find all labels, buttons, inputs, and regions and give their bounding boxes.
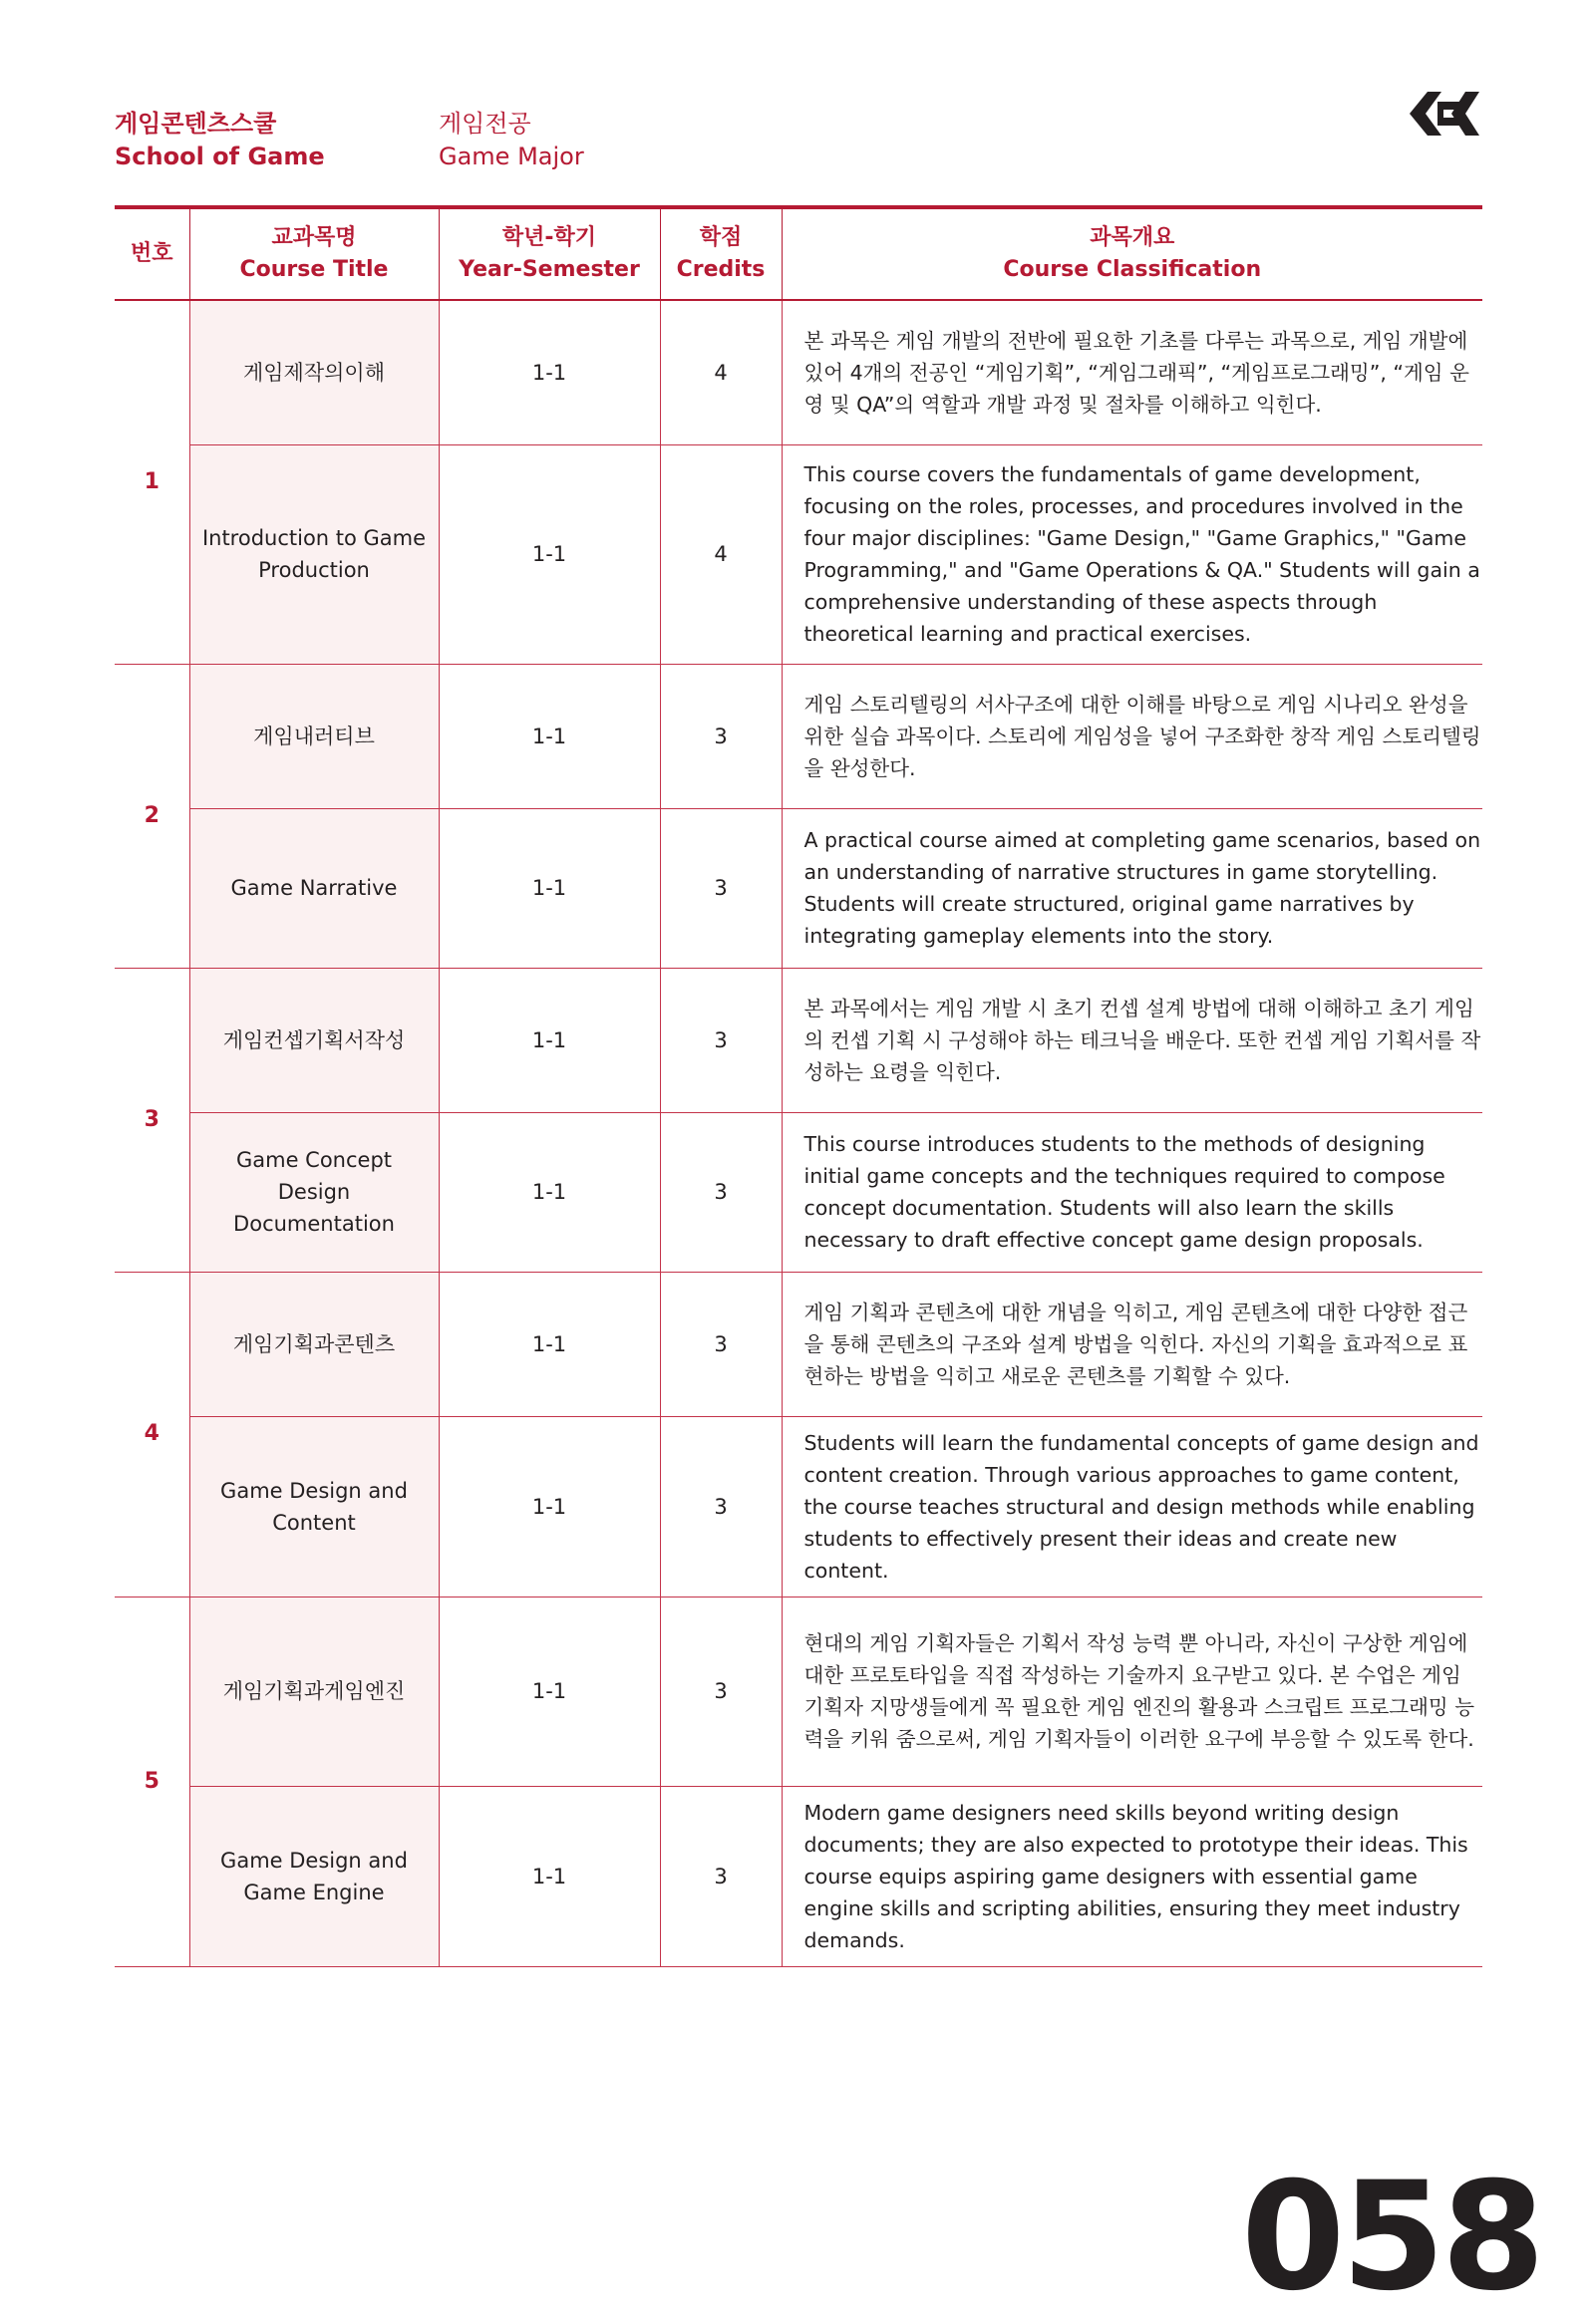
credits: 3: [660, 808, 782, 968]
table-header-row: [115, 207, 1482, 300]
table-row: [115, 1112, 1482, 1272]
table-row: [115, 1597, 1482, 1786]
major-name-en: Game Major: [439, 143, 584, 170]
header-no: 번호: [115, 207, 189, 300]
course-title-ko: 게임제작의이해: [189, 300, 439, 444]
course-description-en: Modern game designers need skills beyond writing design documents; they are also expected to prototype their ideas. This course equips aspiring game designers with essential game engine skills and scripting abilities, ensuring they meet industry demands.: [782, 1786, 1482, 1966]
course-title-ko: 게임컨셉기획서작성: [189, 968, 439, 1112]
course-number: 4: [115, 1272, 189, 1597]
credits: 4: [660, 300, 782, 444]
year-semester: 1-1: [439, 808, 660, 968]
course-title-en: Game Design and Game Engine: [189, 1786, 439, 1966]
year-semester: 1-1: [439, 1272, 660, 1416]
course-description-ko: 현대의 게임 기획자들은 기획서 작성 능력 뿐 아니라, 자신이 구상한 게임에 대한 프로토타입을 직접 작성하는 기술까지 요구받고 있다. 본 수업은 게임 기획자 지망생들에게 꼭 필요한 게임 엔진의 활용과 스크립트 프로그래밍 능력을 키워 줌으로써, 게임 기획자들이 이러한 요구에 부응할 수 있도록 한다.: [782, 1597, 1482, 1786]
course-title-ko: 게임기획과게임엔진: [189, 1597, 439, 1786]
credits: 3: [660, 1597, 782, 1786]
course-description-ko: 게임 기획과 콘텐츠에 대한 개념을 익히고, 게임 콘텐츠에 대한 다양한 접근을 통해 콘텐츠의 구조와 설계 방법을 익힌다. 자신의 기획을 효과적으로 표현하는 방법을 익히고 새로운 콘텐츠를 기획할 수 있다.: [782, 1272, 1482, 1416]
credits: 3: [660, 1272, 782, 1416]
course-description-en: This course covers the fundamentals of game development, focusing on the roles, processes, and procedures involved in the four major disciplines: "Game Design," "Game Graphics," "Game Programming," and "Game Operations & QA." Students will gain a comprehensive understanding of these aspects through theoretical learning and practical exercises.: [782, 444, 1482, 664]
major-name-ko: 게임전공: [439, 110, 531, 138]
course-number: 1: [115, 300, 189, 664]
credits: 4: [660, 444, 782, 664]
table-row: [115, 1272, 1482, 1416]
course-description-en: Students will learn the fundamental concepts of game design and content creation. Through various approaches to game content, the course teaches structural and design methods while enabling students to effectively present their ideas and create new content.: [782, 1416, 1482, 1597]
course-table: [115, 205, 1482, 1967]
school-name-ko: 게임콘텐츠스쿨: [115, 110, 277, 138]
header-credits: 학점 Credits: [660, 207, 782, 300]
table-row: [115, 1416, 1482, 1597]
credits: 3: [660, 664, 782, 808]
year-semester: 1-1: [439, 1597, 660, 1786]
year-semester: 1-1: [439, 968, 660, 1112]
header-course-title: 교과목명 Course Title: [189, 207, 439, 300]
table-row: [115, 300, 1482, 444]
school-label: [115, 108, 325, 173]
table-row: [115, 444, 1482, 664]
header-description: 과목개요 Course Classification: [782, 207, 1482, 300]
year-semester: 1-1: [439, 1786, 660, 1966]
course-title-en: Game Concept Design Documentation: [189, 1112, 439, 1272]
header-year-semester: 학년-학기 Year-Semester: [439, 207, 660, 300]
course-title-en: Game Design and Content: [189, 1416, 439, 1597]
ck-logo-icon: [1404, 88, 1483, 140]
course-description-ko: 게임 스토리텔링의 서사구조에 대한 이해를 바탕으로 게임 시나리오 완성을 위한 실습 과목이다. 스토리에 게임성을 넣어 구조화한 창작 게임 스토리텔링을 완성한다.: [782, 664, 1482, 808]
credits: 3: [660, 1786, 782, 1966]
course-description-ko: 본 과목에서는 게임 개발 시 초기 컨셉 설계 방법에 대해 이해하고 초기 게임의 컨셉 기획 시 구성해야 하는 테크닉을 배운다. 또한 컨셉 게임 기획서를 작성하는 요령을 익힌다.: [782, 968, 1482, 1112]
table-row: [115, 808, 1482, 968]
course-number: 5: [115, 1597, 189, 1966]
course-description-en: This course introduces students to the methods of designing initial game concepts and the techniques required to compose concept documentation. Students will also learn the skills necessary to draft effective concept game design proposals.: [782, 1112, 1482, 1272]
course-title-ko: 게임내러티브: [189, 664, 439, 808]
credits: 3: [660, 1416, 782, 1597]
credits: 3: [660, 968, 782, 1112]
year-semester: 1-1: [439, 300, 660, 444]
major-label: [439, 108, 584, 173]
table-row: [115, 664, 1482, 808]
year-semester: 1-1: [439, 664, 660, 808]
table-row: [115, 1786, 1482, 1966]
year-semester: 1-1: [439, 1112, 660, 1272]
school-name-en: School of Game: [115, 143, 325, 170]
course-title-ko: 게임기획과콘텐츠: [189, 1272, 439, 1416]
table-row: [115, 968, 1482, 1112]
course-description-en: A practical course aimed at completing game scenarios, based on an understanding of narrative structures in game storytelling. Students will create structured, original game narratives by integrating gameplay elements into the story.: [782, 808, 1482, 968]
course-title-en: Game Narrative: [189, 808, 439, 968]
page-number: 058: [1241, 2151, 1542, 2324]
year-semester: 1-1: [439, 1416, 660, 1597]
course-description-ko: 본 과목은 게임 개발의 전반에 필요한 기초를 다루는 과목으로, 게임 개발에 있어 4개의 전공인 “게임기획”, “게임그래픽”, “게임프로그래밍”, “게임 운영 및 QA”의 역할과 개발 과정 및 절차를 이해하고 익힌다.: [782, 300, 1482, 444]
year-semester: 1-1: [439, 444, 660, 664]
course-number: 2: [115, 664, 189, 968]
credits: 3: [660, 1112, 782, 1272]
course-number: 3: [115, 968, 189, 1272]
course-title-en: Introduction to Game Production: [189, 444, 439, 664]
